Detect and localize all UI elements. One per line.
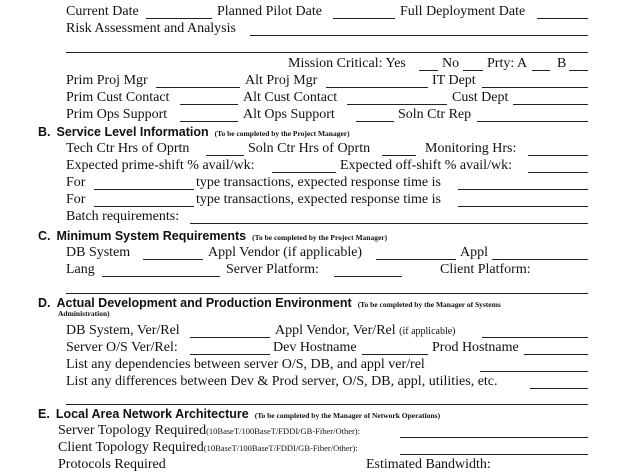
- d-differences-field-line2[interactable]: [66, 404, 588, 405]
- tech-ctr-field[interactable]: [206, 155, 244, 156]
- d-dependencies-field[interactable]: [480, 371, 588, 372]
- c-appl-vendor-label: Appl Vendor (if applicable): [208, 245, 363, 260]
- mission-yes-field[interactable]: [419, 70, 438, 71]
- soln-ctr-label: Soln Ctr Hrs of Oprtn: [248, 141, 371, 156]
- alt-proj-mgr-field[interactable]: [326, 87, 428, 88]
- alt-ops-support-label: Alt Ops Support: [243, 107, 335, 122]
- full-deploy-label: Full Deployment Date: [400, 4, 526, 19]
- prime-shift-label: Expected prime-shift % avail/wk:: [66, 158, 255, 173]
- monitoring-field[interactable]: [528, 155, 588, 156]
- risk-field[interactable]: [250, 35, 588, 36]
- c-server-platform-label: Server Platform:: [226, 262, 319, 277]
- c-lang-field[interactable]: [102, 276, 220, 277]
- prim-ops-support-field[interactable]: [180, 121, 238, 122]
- response-time-field-1[interactable]: [458, 189, 588, 190]
- d-db-system-field[interactable]: [190, 337, 270, 338]
- soln-ctr-rep-label: Soln Ctr Rep: [398, 107, 472, 122]
- risk-label: Risk Assessment and Analysis: [66, 21, 236, 36]
- off-shift-label: Expected off-shift % avail/wk:: [340, 158, 512, 173]
- batch-label: Batch requirements:: [66, 209, 180, 224]
- priority-a-field[interactable]: [532, 70, 550, 71]
- section-e-heading: E. Local Area Network Architecture (To be completed by the Manager of Network Operations): [38, 407, 441, 421]
- cust-dept-label: Cust Dept: [452, 90, 509, 105]
- c-appl-field[interactable]: [492, 259, 588, 260]
- mission-no-field[interactable]: [463, 70, 483, 71]
- c-appl-label: Appl: [460, 245, 488, 260]
- planned-pilot-label: Planned Pilot Date: [217, 4, 322, 19]
- soln-ctr-field[interactable]: [382, 155, 416, 156]
- prim-proj-mgr-field[interactable]: [156, 87, 240, 88]
- mission-no-label: No: [442, 56, 460, 71]
- prim-ops-support-label: Prim Ops Support: [66, 107, 168, 122]
- cust-dept-field[interactable]: [513, 104, 588, 105]
- d-dependencies-label: List any dependencies between server O/S, DB, and appl ver/rel: [66, 357, 425, 372]
- c-db-system-label: DB System: [66, 245, 131, 260]
- for-label-1: For: [66, 175, 86, 190]
- c-server-platform-field[interactable]: [334, 276, 402, 277]
- c-db-system-field[interactable]: [143, 259, 203, 260]
- transaction-type-field-1[interactable]: [94, 189, 194, 190]
- c-client-platform-field[interactable]: [66, 293, 588, 294]
- section-d-heading: D. Actual Development and Production Environment (To be completed by the Manager of Systems: [38, 296, 501, 310]
- section-d-note-continued: Administration): [58, 309, 110, 318]
- prime-shift-field[interactable]: [272, 172, 336, 173]
- response-time-field-2[interactable]: [458, 206, 588, 207]
- e-server-topology-field[interactable]: [400, 437, 588, 438]
- d-dev-hostname-field[interactable]: [362, 354, 428, 355]
- off-shift-field[interactable]: [528, 172, 588, 173]
- alt-cust-contact-label: Alt Cust Contact: [243, 90, 338, 105]
- prim-cust-contact-label: Prim Cust Contact: [66, 90, 170, 105]
- c-lang-label: Lang: [66, 262, 95, 277]
- d-appl-vendor-field[interactable]: [482, 337, 588, 338]
- e-protocols-label: Protocols Required: [58, 457, 166, 472]
- it-dept-field[interactable]: [482, 87, 588, 88]
- alt-proj-mgr-label: Alt Proj Mgr: [245, 73, 318, 88]
- response-label-1: type transactions, expected response time is: [196, 175, 441, 190]
- section-b-heading: B. Service Level Information (To be completed by the Project Manager): [38, 125, 350, 139]
- e-client-topology-label: Client Topology Required(10BaseT/100BaseT/FDDI/GB-Fiber/Other):: [58, 440, 358, 455]
- e-server-topology-label: Server Topology Required(10BaseT/100BaseT/FDDI/GB-Fiber/Other):: [58, 423, 360, 438]
- e-bandwidth-label: Estimated Bandwidth:: [366, 457, 491, 472]
- section-c-heading: C. Minimum System Requirements (To be completed by the Project Manager): [38, 229, 388, 243]
- d-server-os-label: Server O/S Ver/Rel:: [66, 340, 178, 355]
- planned-pilot-field[interactable]: [333, 18, 395, 19]
- d-differences-field[interactable]: [530, 388, 588, 389]
- d-db-system-label: DB System, Ver/Rel: [66, 323, 180, 338]
- current-date-field[interactable]: [146, 18, 212, 19]
- prim-cust-contact-field[interactable]: [180, 104, 238, 105]
- soln-ctr-rep-field[interactable]: [477, 121, 588, 122]
- d-dev-hostname-label: Dev Hostname: [273, 340, 357, 355]
- batch-field[interactable]: [190, 223, 588, 224]
- d-prod-hostname-field[interactable]: [524, 354, 588, 355]
- transaction-type-field-2[interactable]: [94, 206, 194, 207]
- alt-ops-support-field[interactable]: [356, 121, 394, 122]
- risk-field-line2[interactable]: [66, 52, 588, 53]
- it-dept-label: IT Dept: [432, 73, 476, 88]
- tech-ctr-label: Tech Ctr Hrs of Oprtn: [66, 141, 190, 156]
- priority-b-field[interactable]: [569, 70, 588, 71]
- d-prod-hostname-label: Prod Hostname: [432, 340, 519, 355]
- mission-critical-label: Mission Critical: Yes: [288, 56, 406, 71]
- full-deploy-field[interactable]: [537, 18, 588, 19]
- priority-a-label: Prty: A: [487, 56, 528, 71]
- priority-b-label: B: [557, 56, 567, 71]
- c-appl-vendor-field[interactable]: [376, 259, 456, 260]
- c-client-platform-label: Client Platform:: [440, 262, 531, 277]
- prim-proj-mgr-label: Prim Proj Mgr: [66, 73, 148, 88]
- response-label-2: type transactions, expected response time is: [196, 192, 441, 207]
- monitoring-label: Monitoring Hrs:: [425, 141, 517, 156]
- for-label-2: For: [66, 192, 86, 207]
- d-differences-label: List any differences between Dev & Prod server, O/S, DB, appl, utilities, etc.: [66, 374, 498, 389]
- e-client-topology-field[interactable]: [400, 454, 588, 455]
- d-appl-vendor-label: Appl Vendor, Ver/Rel (if applicable): [275, 323, 456, 338]
- d-server-os-field[interactable]: [190, 354, 270, 355]
- alt-cust-contact-field[interactable]: [347, 104, 447, 105]
- current-date-label: Current Date: [66, 4, 139, 19]
